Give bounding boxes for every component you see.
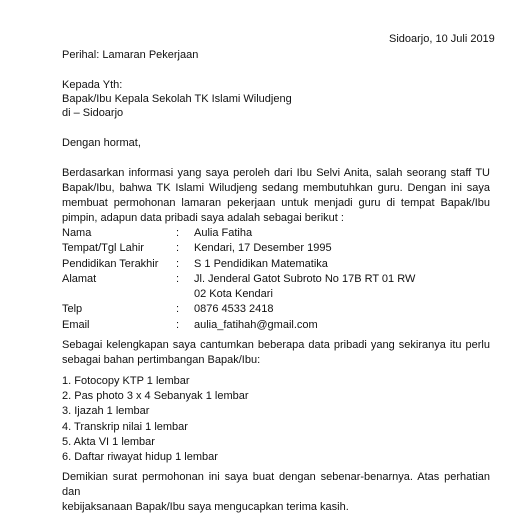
personal-label: Email	[62, 318, 90, 331]
letter-subject: Perihal: Lamaran Pekerjaan	[62, 49, 199, 61]
personal-value: Jl. Jenderal Gatot Subroto No 17B RT 01 RW 02 Kota Kendari	[194, 272, 416, 301]
colon: :	[176, 257, 180, 270]
closing-line: kebijaksanaan Bapak/Ibu saya mengucapkan terima kasih.	[62, 501, 349, 513]
personal-value: 0876 4533 2418	[194, 303, 274, 316]
recipient-place: di – Sidoarjo	[62, 107, 124, 119]
attachments-intro	[62, 338, 490, 368]
personal-row-name	[62, 226, 490, 241]
list-item: 4. Transkrip nilai 1 lembar	[62, 420, 188, 433]
list-item: 2. Pas photo 3 x 4 Sebanyak 1 lembar	[62, 390, 249, 403]
list-item: 1. Fotocopy KTP 1 lembar	[62, 375, 190, 387]
recipient-title: Kepada Yth:	[62, 79, 123, 91]
colon: :	[176, 242, 180, 255]
personal-value: Kendari, 17 Desember 1995	[194, 242, 332, 255]
attachments-list	[62, 374, 249, 465]
intro-line: Bapak/Ibu, bahwa TK Islami Wiludjeng sedang membutuhkan guru. Dengan ini saya	[62, 182, 490, 194]
attachments-intro-line: Sebagai kelengkapan saya cantumkan beberapa data pribadi yang sekiranya itu perlu	[62, 339, 490, 351]
personal-row-email	[62, 318, 490, 333]
personal-row-education	[62, 257, 490, 272]
personal-value: S 1 Pendidikan Matematika	[194, 257, 328, 270]
list-item: 5. Akta VI 1 lembar	[62, 435, 155, 448]
personal-value: aulia_fatihah@gmail.com	[194, 318, 318, 331]
personal-value: Aulia Fatiha	[194, 227, 253, 239]
letter-date: Sidoarjo, 10 Juli 2019	[389, 33, 495, 45]
colon: :	[176, 272, 180, 285]
personal-label: Alamat	[62, 272, 97, 285]
intro-line: pimpin, adapun data pribadi saya adalah sebagai berikut :	[62, 212, 344, 224]
recipient-name: Bapak/Ibu Kepala Sekolah TK Islami Wiludjeng	[62, 93, 292, 105]
personal-label: Tempat/Tgl Lahir	[62, 242, 144, 255]
personal-label: Nama	[62, 227, 92, 239]
personal-label: Telp	[62, 303, 83, 316]
list-item: 6. Daftar riwayat hidup 1 lembar	[62, 451, 218, 464]
colon: :	[176, 318, 180, 331]
personal-data	[62, 226, 490, 333]
closing-paragraph	[62, 470, 490, 515]
closing-line: Demikian surat permohonan ini saya buat dengan sebenar-benarnya. Atas perhatian dan	[62, 471, 490, 498]
colon: :	[176, 227, 180, 239]
personal-row-address	[62, 272, 490, 303]
personal-row-birth	[62, 241, 490, 256]
list-item: 3. Ijazah 1 lembar	[62, 405, 150, 418]
colon: :	[176, 303, 180, 316]
attachments-intro-line: sebagai bahan pertimbangan Bapak/Ibu:	[62, 354, 261, 366]
intro-line: membuat permohonan lamaran pekerjaan untuk menjadi guru di tempat Bapak/Ibu	[62, 197, 490, 209]
personal-row-phone	[62, 302, 490, 317]
intro-paragraph	[62, 166, 490, 226]
personal-label: Pendidikan Terakhir	[62, 257, 159, 270]
intro-line: Berdasarkan informasi yang saya peroleh dari Ibu Selvi Anita, salah seorang staff TU	[62, 167, 490, 179]
greeting: Dengan hormat,	[62, 137, 141, 149]
